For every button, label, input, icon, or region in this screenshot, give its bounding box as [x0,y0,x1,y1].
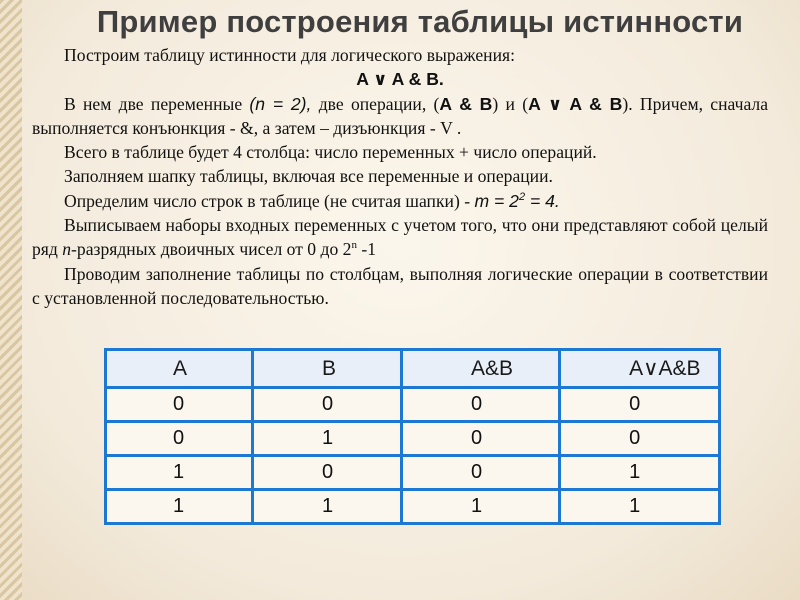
text-fragment: -1 [356,239,376,260]
text-fragment: Определим число строк в таблице (не считая шапки) - [64,190,475,211]
paragraph-header: Заполняем шапку таблицы, включая все переменные и операции. [64,166,553,187]
table-cell: 0 [560,388,720,422]
table-cell: 1 [560,456,720,490]
slide-title: Пример построения таблицы истинности [96,4,744,39]
table-cell: 0 [401,388,559,422]
table-cell: 0 [106,422,253,456]
paragraph-rows [32,189,768,213]
table-cell: 1 [106,490,253,524]
text-fragment: две операции, ( [311,93,440,114]
text-fragment: ). Причем, сначала выполняется конъюнкция - &, а затем – дизъюнкция - V . [32,93,769,138]
expression: A ∨ A & B. [356,69,444,90]
table-cell: 0 [252,388,401,422]
m-value: m = 2 [474,190,519,211]
table-cell: 1 [106,456,253,490]
paragraph-intro: Построим таблицу истинности для логического выражения: [64,45,515,65]
exponent: n [351,239,357,252]
paragraph-inputs [32,213,768,262]
text-fragment: -разрядных двоичных чисел от 0 до 2 [71,239,352,260]
m-formula [474,191,559,211]
n-equals: (n = 2), [249,93,312,114]
table-cell: 0 [401,456,559,490]
text-fragment: Выписываем наборы входных переменных с учетом того, что они представляют собой целый ряд [32,215,768,260]
operation-or: A ∨ A & B [528,93,623,114]
paragraph-variables [32,92,768,141]
text-fragment: ) и ( [492,93,529,114]
table-header-row [106,350,720,388]
operation-and: A & B [439,93,493,114]
n-symbol: n [62,239,72,260]
paragraph-fill: Проводим заполнение таблицы по столбцам, выполняя логические операции в соответствии с установленной последовательностью. [32,263,768,308]
table-row [106,388,720,422]
table-cell: 1 [252,490,401,524]
header-cell: A [106,350,253,388]
table-cell: 1 [560,490,720,524]
header-cell: A&B [401,350,559,388]
table-cell: 0 [560,422,720,456]
table-cell: 1 [252,422,401,456]
decorative-stripe [0,0,22,600]
table-row [106,490,720,524]
body-text [32,43,768,310]
exponent: 2 [518,190,526,203]
table-cell: 0 [252,456,401,490]
table-cell: 0 [106,388,253,422]
paragraph-columns: Всего в таблице будет 4 столбца: число переменных + число операций. [64,142,597,163]
truth-table [104,348,721,525]
table-cell: 0 [401,422,559,456]
header-cell: A∨A&B [560,350,720,388]
table-cell: 1 [401,490,559,524]
table-row [106,456,720,490]
m-result: = 4. [525,190,560,211]
text-fragment: В нем две переменные [64,93,250,114]
table-row [106,422,720,456]
header-cell: B [252,350,401,388]
